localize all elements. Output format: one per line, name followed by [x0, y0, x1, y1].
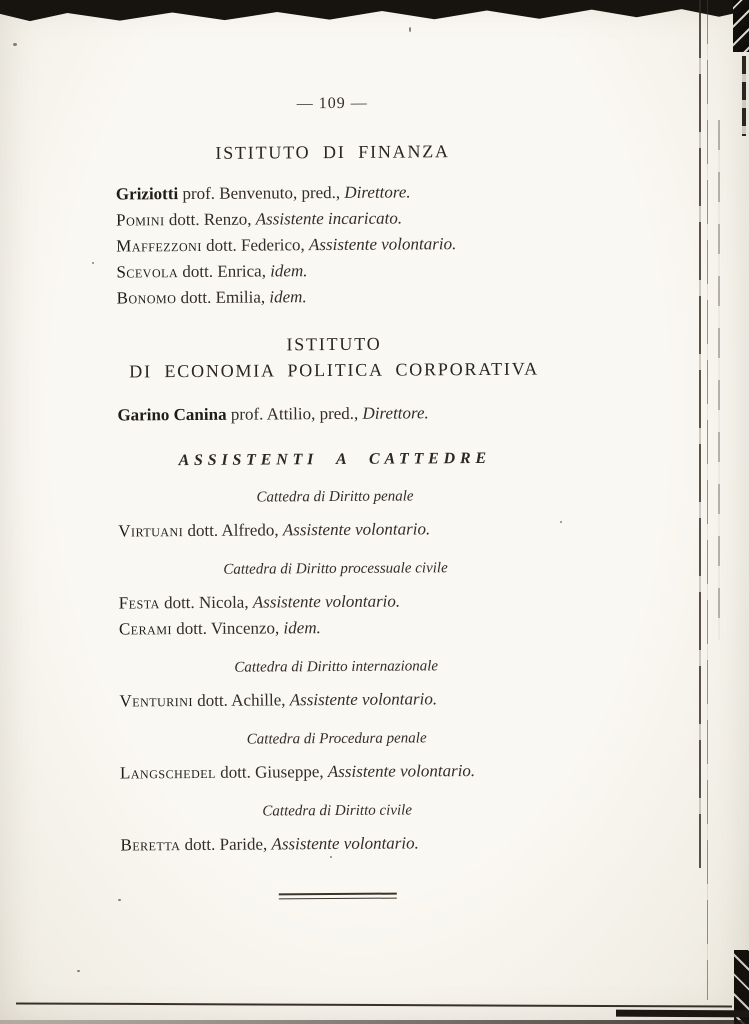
faculty-entry [119, 685, 553, 714]
person-name: Griziotti [115, 184, 179, 204]
section-title-istituto: ISTITUTO [286, 333, 382, 355]
person-role: Assistente volontario. [327, 761, 476, 782]
person-name: Pomini [115, 210, 165, 230]
person-name: Venturini [119, 690, 194, 711]
person-role: Assistente incaricato. [255, 208, 403, 229]
faculty-entry [116, 256, 550, 285]
faculty-entry [119, 613, 553, 642]
person-details: dott. Achille, [192, 690, 290, 710]
scan-artifact-bottom-line [16, 1002, 732, 1007]
person-details: dott. Federico, [201, 235, 310, 255]
person-name: Virtuani [118, 521, 184, 541]
document-body [115, 92, 555, 900]
scan-artifact-right-edge-mark [742, 56, 746, 136]
person-role: Assistente volontario. [282, 519, 431, 540]
person-role: Assistente volontario. [289, 689, 438, 710]
person-role: idem. [269, 287, 307, 307]
binding-shadow-line-2 [707, 0, 708, 1000]
person-name: Festa [118, 593, 160, 613]
person-role: idem. [270, 261, 308, 281]
cattedra-heading: Cattedra di Diritto civile [262, 802, 413, 820]
cattedra-heading: Cattedra di Procedura penale [246, 730, 427, 748]
person-details: prof. Benvenuto, pred., [178, 182, 345, 204]
person-details: dott. Giuseppe, [215, 762, 328, 782]
person-role: Direttore. [344, 182, 411, 202]
cattedra-group [118, 557, 553, 642]
scan-speck [560, 521, 562, 523]
cattedra-group [120, 727, 554, 786]
person-role: Assistente volontario. [308, 234, 457, 255]
faculty-entry [117, 282, 551, 311]
person-name: Beretta [120, 835, 181, 855]
page-number: — 109 — [296, 94, 368, 113]
scan-speck [409, 27, 411, 32]
faculty-entry [116, 178, 550, 207]
person-details: dott. Vincenzo, [171, 618, 284, 639]
faculty-entry [118, 515, 552, 544]
binding-shadow-line-1 [699, 0, 701, 868]
scan-speck [13, 43, 17, 46]
cattedra-group [118, 485, 552, 544]
person-details: dott. Renzo, [164, 209, 256, 230]
person-details: dott. Alfredo, [183, 520, 283, 541]
scan-artifact-top-right-corner [733, 0, 749, 52]
faculty-entry [120, 829, 554, 858]
section-title-economia-politica-corporativa: DI ECONOMIA POLITICA CORPORATIVA [129, 358, 540, 382]
scan-speck [77, 970, 80, 972]
faculty-entry [119, 587, 553, 616]
section-end-rule [279, 893, 397, 900]
scan-artifact-bottom-right-corner [734, 950, 749, 1024]
person-name: Cerami [118, 619, 173, 639]
scan-artifact-top-band [0, 0, 749, 24]
scan-artifact-bottom-right-block [616, 1010, 749, 1018]
person-details: dott. Paride, [180, 834, 272, 855]
binding-shadow-line-3 [718, 120, 720, 640]
person-name: Scevola [116, 262, 179, 282]
scan-artifact-bottom-edge [0, 1020, 749, 1024]
cattedra-heading: Cattedra di Diritto internazionale [234, 658, 439, 676]
person-name: Langschedel [119, 762, 216, 783]
person-details: dott. Emilia, [176, 287, 270, 308]
faculty-entry [117, 398, 551, 428]
person-details: dott. Enrica, [178, 261, 271, 282]
cattedra-group [119, 655, 553, 714]
cattedra-heading: Cattedra di Diritto penale [256, 488, 414, 506]
cattedra-group [120, 799, 554, 858]
person-details: dott. Nicola, [159, 592, 253, 613]
person-name: Bonomo [116, 288, 177, 308]
person-role: Assistente volontario. [271, 833, 419, 854]
person-name: Garino Canina [117, 404, 227, 425]
person-role: Direttore. [362, 403, 429, 423]
person-role: Assistente volontario. [252, 591, 401, 612]
cattedra-heading: Cattedra di Diritto processuale civile [223, 560, 448, 578]
faculty-entry [120, 757, 554, 786]
section-title-assistenti-a-cattedre: ASSISTENTI A CATTEDRE [178, 449, 491, 470]
section-title-istituto-di-finanza: ISTITUTO DI FINANZA [215, 141, 450, 163]
faculty-entry [116, 204, 550, 233]
person-role: idem. [283, 618, 321, 638]
finanza-entries [116, 178, 551, 311]
person-details: prof. Attilio, pred., [226, 403, 363, 424]
scan-speck [92, 262, 94, 264]
faculty-entry [116, 230, 550, 259]
person-name: Maffezzoni [116, 235, 202, 256]
